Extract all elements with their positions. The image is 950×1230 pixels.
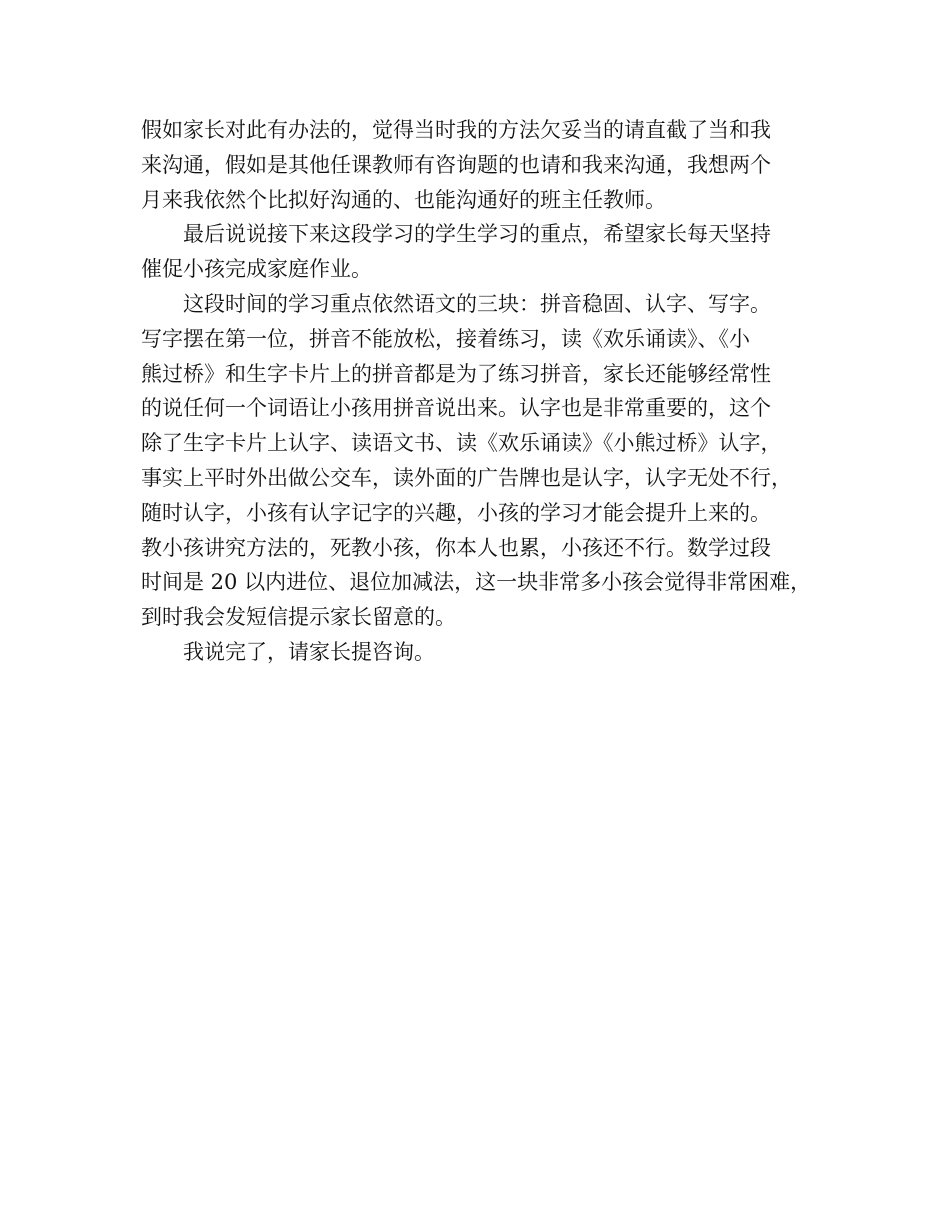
text-line: 到时我会发短信提示家长留意的。 bbox=[141, 605, 456, 630]
text-line: 随时认字，小孩有认字记字的兴趣，小孩的学习才能会提升上来的。 bbox=[141, 500, 771, 525]
text-line: 除了生字卡片上认字、读语文书、读《欢乐诵读》《小熊过桥》认字， bbox=[141, 431, 782, 456]
text-line: 事实上平时外出做公交车，读外面的广告牌也是认字，认字无处不行， bbox=[141, 465, 792, 490]
text-line: 假如家长对此有办法的，觉得当时我的方法欠妥当的请直截了当和我 bbox=[141, 118, 771, 142]
text-line: 熊过桥》和生字卡片上的拼音都是为了练习拼音，家长还能够经常性 bbox=[141, 361, 771, 386]
paragraph-first-line: 我说完了，请家长提咨询。 bbox=[183, 639, 435, 664]
paragraph-first-line: 最后说说接下来这段学习的学生学习的重点，希望家长每天坚持 bbox=[183, 222, 771, 247]
text-line: 教小孩讲究方法的，死教小孩，你本人也累，小孩还不行。数学过段 bbox=[141, 535, 771, 560]
text-line: 月来我依然个比拟好沟通的、也能沟通好的班主任教师。 bbox=[141, 187, 666, 212]
paragraph-first-line: 这段时间的学习重点依然语文的三块：拼音稳固、认字、写字。 bbox=[183, 291, 771, 316]
document-body bbox=[141, 113, 831, 670]
text-line: 来沟通，假如是其他任课教师有咨询题的也请和我来沟通，我想两个 bbox=[141, 152, 771, 177]
text-line: 时间是 20 以内进位、退位加减法，这一块非常多小孩会觉得非常困难， bbox=[141, 570, 812, 595]
text-line: 写字摆在第一位，拼音不能放松，接着练习，读《欢乐诵读》、《小 bbox=[141, 326, 750, 351]
text-line: 催促小孩完成家庭作业。 bbox=[141, 257, 372, 282]
text-line: 的说任何一个词语让小孩用拼音说出来。认字也是非常重要的，这个 bbox=[141, 396, 771, 421]
